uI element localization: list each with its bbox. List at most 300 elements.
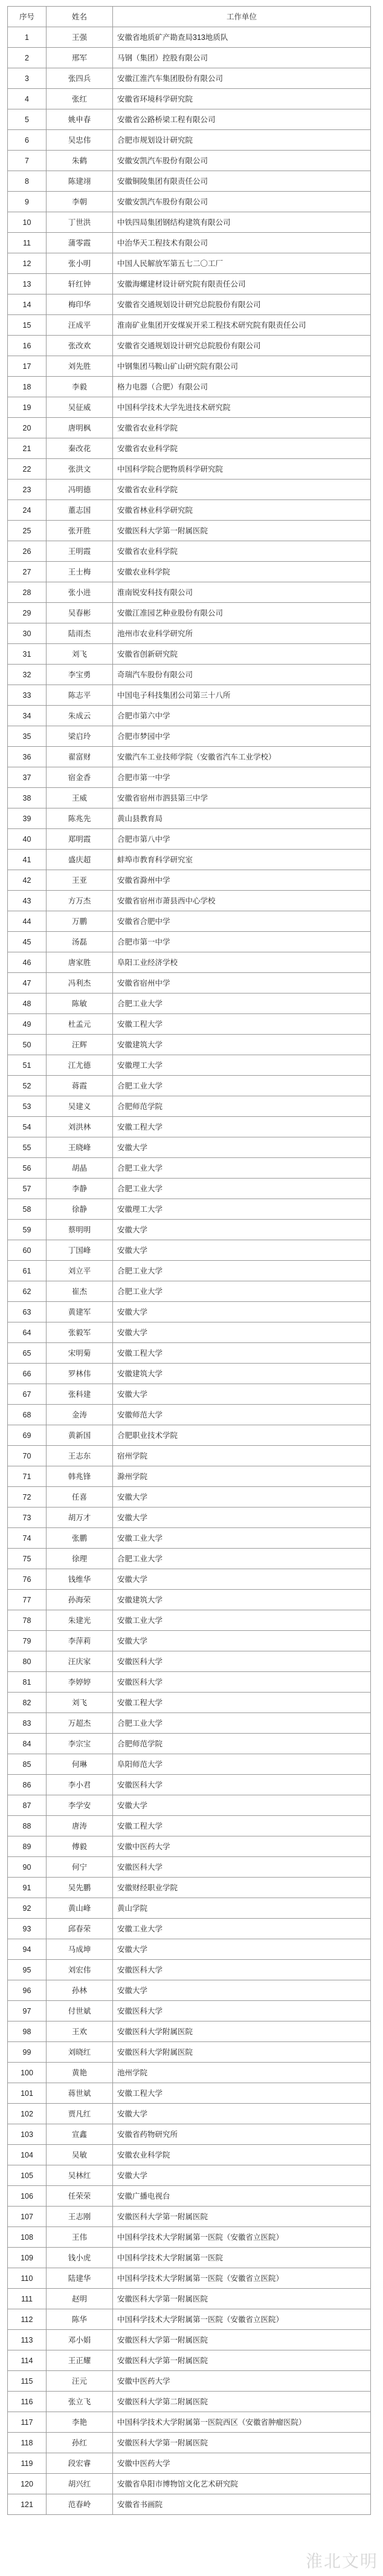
cell-name: 赵明	[47, 2289, 113, 2309]
cell-name: 吴建义	[47, 1096, 113, 1117]
cell-work-unit: 安徽医科大学第一附属医院	[113, 2350, 371, 2371]
cell-serial-number: 100	[8, 2063, 47, 2083]
table-row	[8, 829, 371, 850]
cell-work-unit: 安徽省宿州中学	[113, 973, 371, 994]
header-row	[8, 7, 371, 27]
table-row	[8, 1960, 371, 1980]
cell-name: 李萍莉	[47, 1631, 113, 1651]
cell-name: 黄山峰	[47, 1898, 113, 1919]
cell-work-unit: 安徽工程大学	[113, 1343, 371, 1364]
cell-name: 蒲零霞	[47, 233, 113, 253]
cell-name: 唐涛	[47, 1816, 113, 1836]
cell-serial-number: 65	[8, 1343, 47, 1364]
cell-serial-number: 2	[8, 48, 47, 68]
table-row	[8, 171, 371, 192]
cell-serial-number: 26	[8, 541, 47, 562]
table-row	[8, 2207, 371, 2227]
table-row	[8, 2330, 371, 2350]
cell-work-unit: 安徽医科大学	[113, 1857, 371, 1878]
cell-serial-number: 6	[8, 130, 47, 151]
cell-serial-number: 112	[8, 2309, 47, 2330]
table-row	[8, 788, 371, 808]
table-row	[8, 911, 371, 932]
cell-work-unit: 奇瑞汽车股份有限公司	[113, 665, 371, 685]
cell-name: 丁国峰	[47, 1240, 113, 1261]
cell-name: 王欢	[47, 2021, 113, 2042]
cell-name: 王亚	[47, 870, 113, 891]
cell-name: 吴林红	[47, 2165, 113, 2186]
cell-name: 王志东	[47, 1446, 113, 1466]
cell-name: 李小君	[47, 1775, 113, 1795]
cell-name: 张改欢	[47, 336, 113, 356]
cell-name: 胡兴红	[47, 2474, 113, 2494]
table-row	[8, 1117, 371, 1137]
cell-serial-number: 95	[8, 1960, 47, 1980]
table-row	[8, 541, 371, 562]
table-row	[8, 459, 371, 480]
cell-work-unit: 安徽工程大学	[113, 1014, 371, 1035]
cell-serial-number: 58	[8, 1199, 47, 1220]
cell-name: 邱春荣	[47, 1919, 113, 1939]
cell-serial-number: 46	[8, 952, 47, 973]
table-row	[8, 603, 371, 623]
table-row	[8, 315, 371, 336]
cell-work-unit: 宿州学院	[113, 1446, 371, 1466]
cell-work-unit: 黄山县教育局	[113, 808, 371, 829]
cell-serial-number: 69	[8, 1425, 47, 1446]
cell-name: 张小明	[47, 253, 113, 274]
cell-serial-number: 47	[8, 973, 47, 994]
table-row	[8, 1014, 371, 1035]
cell-work-unit: 安徽师范大学	[113, 1405, 371, 1425]
table-row	[8, 253, 371, 274]
cell-name: 丁世洪	[47, 212, 113, 233]
cell-work-unit: 安徽省农业科学院	[113, 480, 371, 500]
cell-serial-number: 43	[8, 891, 47, 911]
cell-serial-number: 121	[8, 2494, 47, 2515]
cell-serial-number: 86	[8, 1775, 47, 1795]
cell-serial-number: 115	[8, 2371, 47, 2392]
cell-work-unit: 中国人民解放军第五七二〇工厂	[113, 253, 371, 274]
cell-name: 万鹏	[47, 911, 113, 932]
cell-serial-number: 91	[8, 1878, 47, 1898]
cell-serial-number: 5	[8, 109, 47, 130]
cell-serial-number: 50	[8, 1035, 47, 1055]
cell-name: 孙红	[47, 2433, 113, 2453]
cell-serial-number: 10	[8, 212, 47, 233]
cell-work-unit: 合肥工业大学	[113, 1076, 371, 1096]
cell-serial-number: 4	[8, 89, 47, 109]
cell-work-unit: 中国科学技术大学附属第一医院（安徽省立医院）	[113, 2227, 371, 2248]
cell-serial-number: 39	[8, 808, 47, 829]
cell-work-unit: 中国科学院合肥物质科学研究院	[113, 459, 371, 480]
cell-name: 段宏睿	[47, 2453, 113, 2474]
cell-name: 蒋世斌	[47, 2083, 113, 2104]
cell-work-unit: 合肥市第一中学	[113, 932, 371, 952]
cell-name: 张洪文	[47, 459, 113, 480]
table-row	[8, 2083, 371, 2104]
cell-work-unit: 安徽大学	[113, 1569, 371, 1590]
cell-serial-number: 32	[8, 665, 47, 685]
cell-work-unit: 安徽省宿州市泗县第三中学	[113, 788, 371, 808]
table-row	[8, 2350, 371, 2371]
cell-work-unit: 安徽医科大学	[113, 1960, 371, 1980]
table-row	[8, 1569, 371, 1590]
cell-serial-number: 36	[8, 747, 47, 767]
cell-name: 张毅军	[47, 1322, 113, 1343]
cell-name: 张开胜	[47, 521, 113, 541]
cell-name: 黄艳	[47, 2063, 113, 2083]
table-row	[8, 706, 371, 726]
cell-serial-number: 25	[8, 521, 47, 541]
cell-work-unit: 安徽建筑大学	[113, 1035, 371, 1055]
cell-serial-number: 80	[8, 1651, 47, 1672]
cell-work-unit: 安徽省农业科学院	[113, 438, 371, 459]
table-row	[8, 68, 371, 89]
cell-serial-number: 1	[8, 27, 47, 48]
cell-name: 刘立平	[47, 1261, 113, 1281]
cell-work-unit: 安徽医科大学第一附属医院	[113, 521, 371, 541]
cell-name: 吴先鹏	[47, 1878, 113, 1898]
table-row	[8, 1281, 371, 1302]
cell-work-unit: 安徽省药物研究所	[113, 2124, 371, 2145]
cell-name: 郑明霞	[47, 829, 113, 850]
cell-serial-number: 20	[8, 418, 47, 438]
cell-work-unit: 安徽工程大学	[113, 1693, 371, 1713]
cell-name: 宋明菊	[47, 1343, 113, 1364]
cell-work-unit: 安徽理工大学	[113, 1055, 371, 1076]
cell-serial-number: 3	[8, 68, 47, 89]
cell-serial-number: 117	[8, 2412, 47, 2433]
cell-name: 李静	[47, 1179, 113, 1199]
table-row	[8, 2474, 371, 2494]
cell-name: 王威	[47, 788, 113, 808]
cell-name: 王明霞	[47, 541, 113, 562]
cell-name: 梁启玲	[47, 726, 113, 747]
cell-work-unit: 安徽大学	[113, 1322, 371, 1343]
table-row	[8, 1980, 371, 2001]
cell-name: 朱建光	[47, 1610, 113, 1631]
cell-work-unit: 中治华天工程技术有限公司	[113, 233, 371, 253]
table-row	[8, 1261, 371, 1281]
cell-work-unit: 安徽理工大学	[113, 1199, 371, 1220]
cell-serial-number: 41	[8, 850, 47, 870]
table-row	[8, 1610, 371, 1631]
cell-name: 范春岭	[47, 2494, 113, 2515]
table-row	[8, 994, 371, 1014]
cell-name: 何琳	[47, 1754, 113, 1775]
watermark: 淮北文明	[305, 2551, 378, 2571]
cell-serial-number: 109	[8, 2248, 47, 2268]
table-row	[8, 2042, 371, 2063]
cell-serial-number: 110	[8, 2268, 47, 2289]
table-row	[8, 1405, 371, 1425]
cell-name: 陆雨杰	[47, 623, 113, 644]
header-name: 姓名	[47, 7, 113, 27]
table-row	[8, 1425, 371, 1446]
cell-serial-number: 108	[8, 2227, 47, 2248]
cell-work-unit: 安徽省交通规划设计研究总院股份有限公司	[113, 294, 371, 315]
cell-serial-number: 23	[8, 480, 47, 500]
table-body	[8, 27, 371, 2515]
cell-work-unit: 安徽财经职业学院	[113, 1878, 371, 1898]
cell-serial-number: 71	[8, 1466, 47, 1487]
cell-serial-number: 49	[8, 1014, 47, 1035]
cell-name: 陈兆先	[47, 808, 113, 829]
cell-name: 董志国	[47, 500, 113, 521]
cell-work-unit: 安徽大学	[113, 1137, 371, 1158]
cell-work-unit: 池州学院	[113, 2063, 371, 2083]
cell-name: 梅印华	[47, 294, 113, 315]
cell-serial-number: 97	[8, 2001, 47, 2021]
cell-serial-number: 85	[8, 1754, 47, 1775]
cell-name: 李宝勇	[47, 665, 113, 685]
cell-serial-number: 11	[8, 233, 47, 253]
cell-name: 陈华	[47, 2309, 113, 2330]
cell-serial-number: 103	[8, 2124, 47, 2145]
cell-name: 汪元	[47, 2371, 113, 2392]
table-row	[8, 1508, 371, 1528]
cell-serial-number: 96	[8, 1980, 47, 2001]
cell-serial-number: 111	[8, 2289, 47, 2309]
table-row	[8, 1158, 371, 1179]
cell-serial-number: 116	[8, 2392, 47, 2412]
cell-work-unit: 安徽医科大学第一附属医院	[113, 2433, 371, 2453]
cell-serial-number: 119	[8, 2453, 47, 2474]
cell-work-unit: 安徽大学	[113, 2165, 371, 2186]
cell-work-unit: 安徽大学	[113, 1220, 371, 1240]
cell-name: 张鹏	[47, 1528, 113, 1549]
cell-serial-number: 78	[8, 1610, 47, 1631]
cell-serial-number: 53	[8, 1096, 47, 1117]
cell-name: 陆建华	[47, 2268, 113, 2289]
cell-serial-number: 107	[8, 2207, 47, 2227]
cell-work-unit: 安徽省环境科学研究院	[113, 89, 371, 109]
cell-work-unit: 安徽安凯汽车股份有限公司	[113, 192, 371, 212]
cell-serial-number: 16	[8, 336, 47, 356]
cell-work-unit: 安徽大学	[113, 1384, 371, 1405]
cell-work-unit: 黄山学院	[113, 1898, 371, 1919]
table-row	[8, 27, 371, 48]
cell-work-unit: 安徽医科大学附属医院	[113, 2042, 371, 2063]
cell-serial-number: 8	[8, 171, 47, 192]
table-row	[8, 747, 371, 767]
cell-name: 汤磊	[47, 932, 113, 952]
cell-work-unit: 阜阳工业经济学校	[113, 952, 371, 973]
table-header	[8, 7, 371, 27]
cell-work-unit: 合肥工业大学	[113, 1179, 371, 1199]
cell-serial-number: 44	[8, 911, 47, 932]
table-row	[8, 870, 371, 891]
cell-serial-number: 59	[8, 1220, 47, 1240]
cell-work-unit: 阜阳师范大学	[113, 1754, 371, 1775]
table-row	[8, 212, 371, 233]
cell-name: 王士梅	[47, 562, 113, 582]
cell-work-unit: 合肥市第八中学	[113, 829, 371, 850]
cell-serial-number: 89	[8, 1836, 47, 1857]
cell-serial-number: 88	[8, 1816, 47, 1836]
cell-name: 马成坤	[47, 1939, 113, 1960]
cell-name: 崔杰	[47, 1281, 113, 1302]
cell-serial-number: 113	[8, 2330, 47, 2350]
cell-serial-number: 94	[8, 1939, 47, 1960]
cell-name: 张科建	[47, 1384, 113, 1405]
table-row	[8, 2227, 371, 2248]
cell-work-unit: 安徽海螺建材设计研究院有限责任公司	[113, 274, 371, 294]
cell-work-unit: 安徽农业科学院	[113, 2145, 371, 2165]
cell-work-unit: 中国科学技术大学先进技术研究院	[113, 397, 371, 418]
cell-work-unit: 安徽江准园艺种业股份有限公司	[113, 603, 371, 623]
cell-name: 蒋霞	[47, 1076, 113, 1096]
cell-serial-number: 12	[8, 253, 47, 274]
cell-serial-number: 72	[8, 1487, 47, 1508]
cell-work-unit: 安徽省创新研究院	[113, 644, 371, 665]
cell-work-unit: 安徽大学	[113, 1631, 371, 1651]
cell-work-unit: 安徽省农业科学院	[113, 541, 371, 562]
table-row	[8, 1590, 371, 1610]
cell-name: 吴忠伟	[47, 130, 113, 151]
header-serial-number: 序号	[8, 7, 47, 27]
cell-work-unit: 安徽省公路桥梁工程有限公司	[113, 109, 371, 130]
cell-name: 刘飞	[47, 644, 113, 665]
cell-serial-number: 24	[8, 500, 47, 521]
cell-name: 何宁	[47, 1857, 113, 1878]
cell-serial-number: 118	[8, 2433, 47, 2453]
table-row	[8, 1631, 371, 1651]
cell-work-unit: 合肥工业大学	[113, 1158, 371, 1179]
cell-serial-number: 84	[8, 1734, 47, 1754]
table-row	[8, 521, 371, 541]
cell-serial-number: 79	[8, 1631, 47, 1651]
cell-work-unit: 安徽医科大学第一附属医院	[113, 2207, 371, 2227]
table-row	[8, 1364, 371, 1384]
table-row	[8, 2063, 371, 2083]
cell-name: 吴春彬	[47, 603, 113, 623]
table-row	[8, 480, 371, 500]
cell-work-unit: 安徽中医药大学	[113, 2371, 371, 2392]
cell-serial-number: 18	[8, 377, 47, 397]
cell-serial-number: 75	[8, 1549, 47, 1569]
table-row	[8, 1693, 371, 1713]
cell-work-unit: 安徽农业科学院	[113, 562, 371, 582]
table-row	[8, 2371, 371, 2392]
table-row	[8, 1672, 371, 1693]
cell-name: 傅毅	[47, 1836, 113, 1857]
cell-serial-number: 54	[8, 1117, 47, 1137]
cell-name: 汪成平	[47, 315, 113, 336]
table-row	[8, 1384, 371, 1405]
cell-work-unit: 安徽汽车工业技师学院（安徽省汽车工业学校）	[113, 747, 371, 767]
cell-name: 徐静	[47, 1199, 113, 1220]
cell-work-unit: 安徽工业大学	[113, 1610, 371, 1631]
cell-work-unit: 安徽工业大学	[113, 1919, 371, 1939]
cell-serial-number: 93	[8, 1919, 47, 1939]
cell-work-unit: 安徽大学	[113, 2104, 371, 2124]
table-row	[8, 418, 371, 438]
cell-work-unit: 合肥市梦园中学	[113, 726, 371, 747]
cell-work-unit: 安徽省阜阳市博物馆文化艺术研究院	[113, 2474, 371, 2494]
cell-serial-number: 9	[8, 192, 47, 212]
cell-name: 李婷婷	[47, 1672, 113, 1693]
table-row	[8, 1836, 371, 1857]
cell-name: 吴敏	[47, 2145, 113, 2165]
cell-name: 轩红钟	[47, 274, 113, 294]
cell-name: 付世斌	[47, 2001, 113, 2021]
cell-serial-number: 14	[8, 294, 47, 315]
table-row	[8, 850, 371, 870]
table-row	[8, 808, 371, 829]
table-row	[8, 2145, 371, 2165]
cell-name: 王晓峰	[47, 1137, 113, 1158]
cell-name: 李朝	[47, 192, 113, 212]
cell-name: 杜孟元	[47, 1014, 113, 1035]
cell-work-unit: 安徽中医药大学	[113, 1836, 371, 1857]
table-row	[8, 2165, 371, 2186]
table-row	[8, 1754, 371, 1775]
cell-work-unit: 安徽建筑大学	[113, 1590, 371, 1610]
table-row	[8, 233, 371, 253]
cell-serial-number: 31	[8, 644, 47, 665]
cell-work-unit: 合肥市第六中学	[113, 706, 371, 726]
cell-serial-number: 101	[8, 2083, 47, 2104]
cell-work-unit: 安徽大学	[113, 1302, 371, 1322]
table-row	[8, 2248, 371, 2268]
table-row	[8, 665, 371, 685]
cell-name: 李艳	[47, 2412, 113, 2433]
cell-work-unit: 格力电器（合肥）有限公司	[113, 377, 371, 397]
table-row	[8, 2309, 371, 2330]
cell-serial-number: 67	[8, 1384, 47, 1405]
cell-name: 盛庆超	[47, 850, 113, 870]
cell-serial-number: 63	[8, 1302, 47, 1322]
table-row	[8, 932, 371, 952]
table-row	[8, 109, 371, 130]
cell-name: 张红	[47, 89, 113, 109]
cell-work-unit: 安徽省地质矿产勘查局313地质队	[113, 27, 371, 48]
cell-work-unit: 安徽医科大学第一附属医院	[113, 2330, 371, 2350]
cell-name: 王正耀	[47, 2350, 113, 2371]
cell-serial-number: 21	[8, 438, 47, 459]
cell-work-unit: 安徽医科大学	[113, 2001, 371, 2021]
cell-name: 冯明德	[47, 480, 113, 500]
cell-name: 江尤德	[47, 1055, 113, 1076]
cell-serial-number: 56	[8, 1158, 47, 1179]
table-row	[8, 2453, 371, 2474]
table-row	[8, 1220, 371, 1240]
table-row	[8, 1035, 371, 1055]
table-row	[8, 562, 371, 582]
table-row	[8, 2021, 371, 2042]
table-row	[8, 336, 371, 356]
cell-name: 姚申春	[47, 109, 113, 130]
table-row	[8, 1734, 371, 1754]
table-row	[8, 130, 371, 151]
cell-serial-number: 106	[8, 2186, 47, 2207]
cell-work-unit: 合肥工业大学	[113, 1261, 371, 1281]
cell-name: 李宗宝	[47, 1734, 113, 1754]
cell-serial-number: 29	[8, 603, 47, 623]
cell-work-unit: 安徽医科大学	[113, 1651, 371, 1672]
table-row	[8, 1179, 371, 1199]
table-row	[8, 1816, 371, 1836]
cell-work-unit: 安徽省宿州市萧县西中心学校	[113, 891, 371, 911]
table-row	[8, 644, 371, 665]
cell-serial-number: 19	[8, 397, 47, 418]
cell-work-unit: 安徽安凯汽车股份有限公司	[113, 151, 371, 171]
table-row	[8, 48, 371, 68]
cell-name: 任喜	[47, 1487, 113, 1508]
table-row	[8, 1549, 371, 1569]
